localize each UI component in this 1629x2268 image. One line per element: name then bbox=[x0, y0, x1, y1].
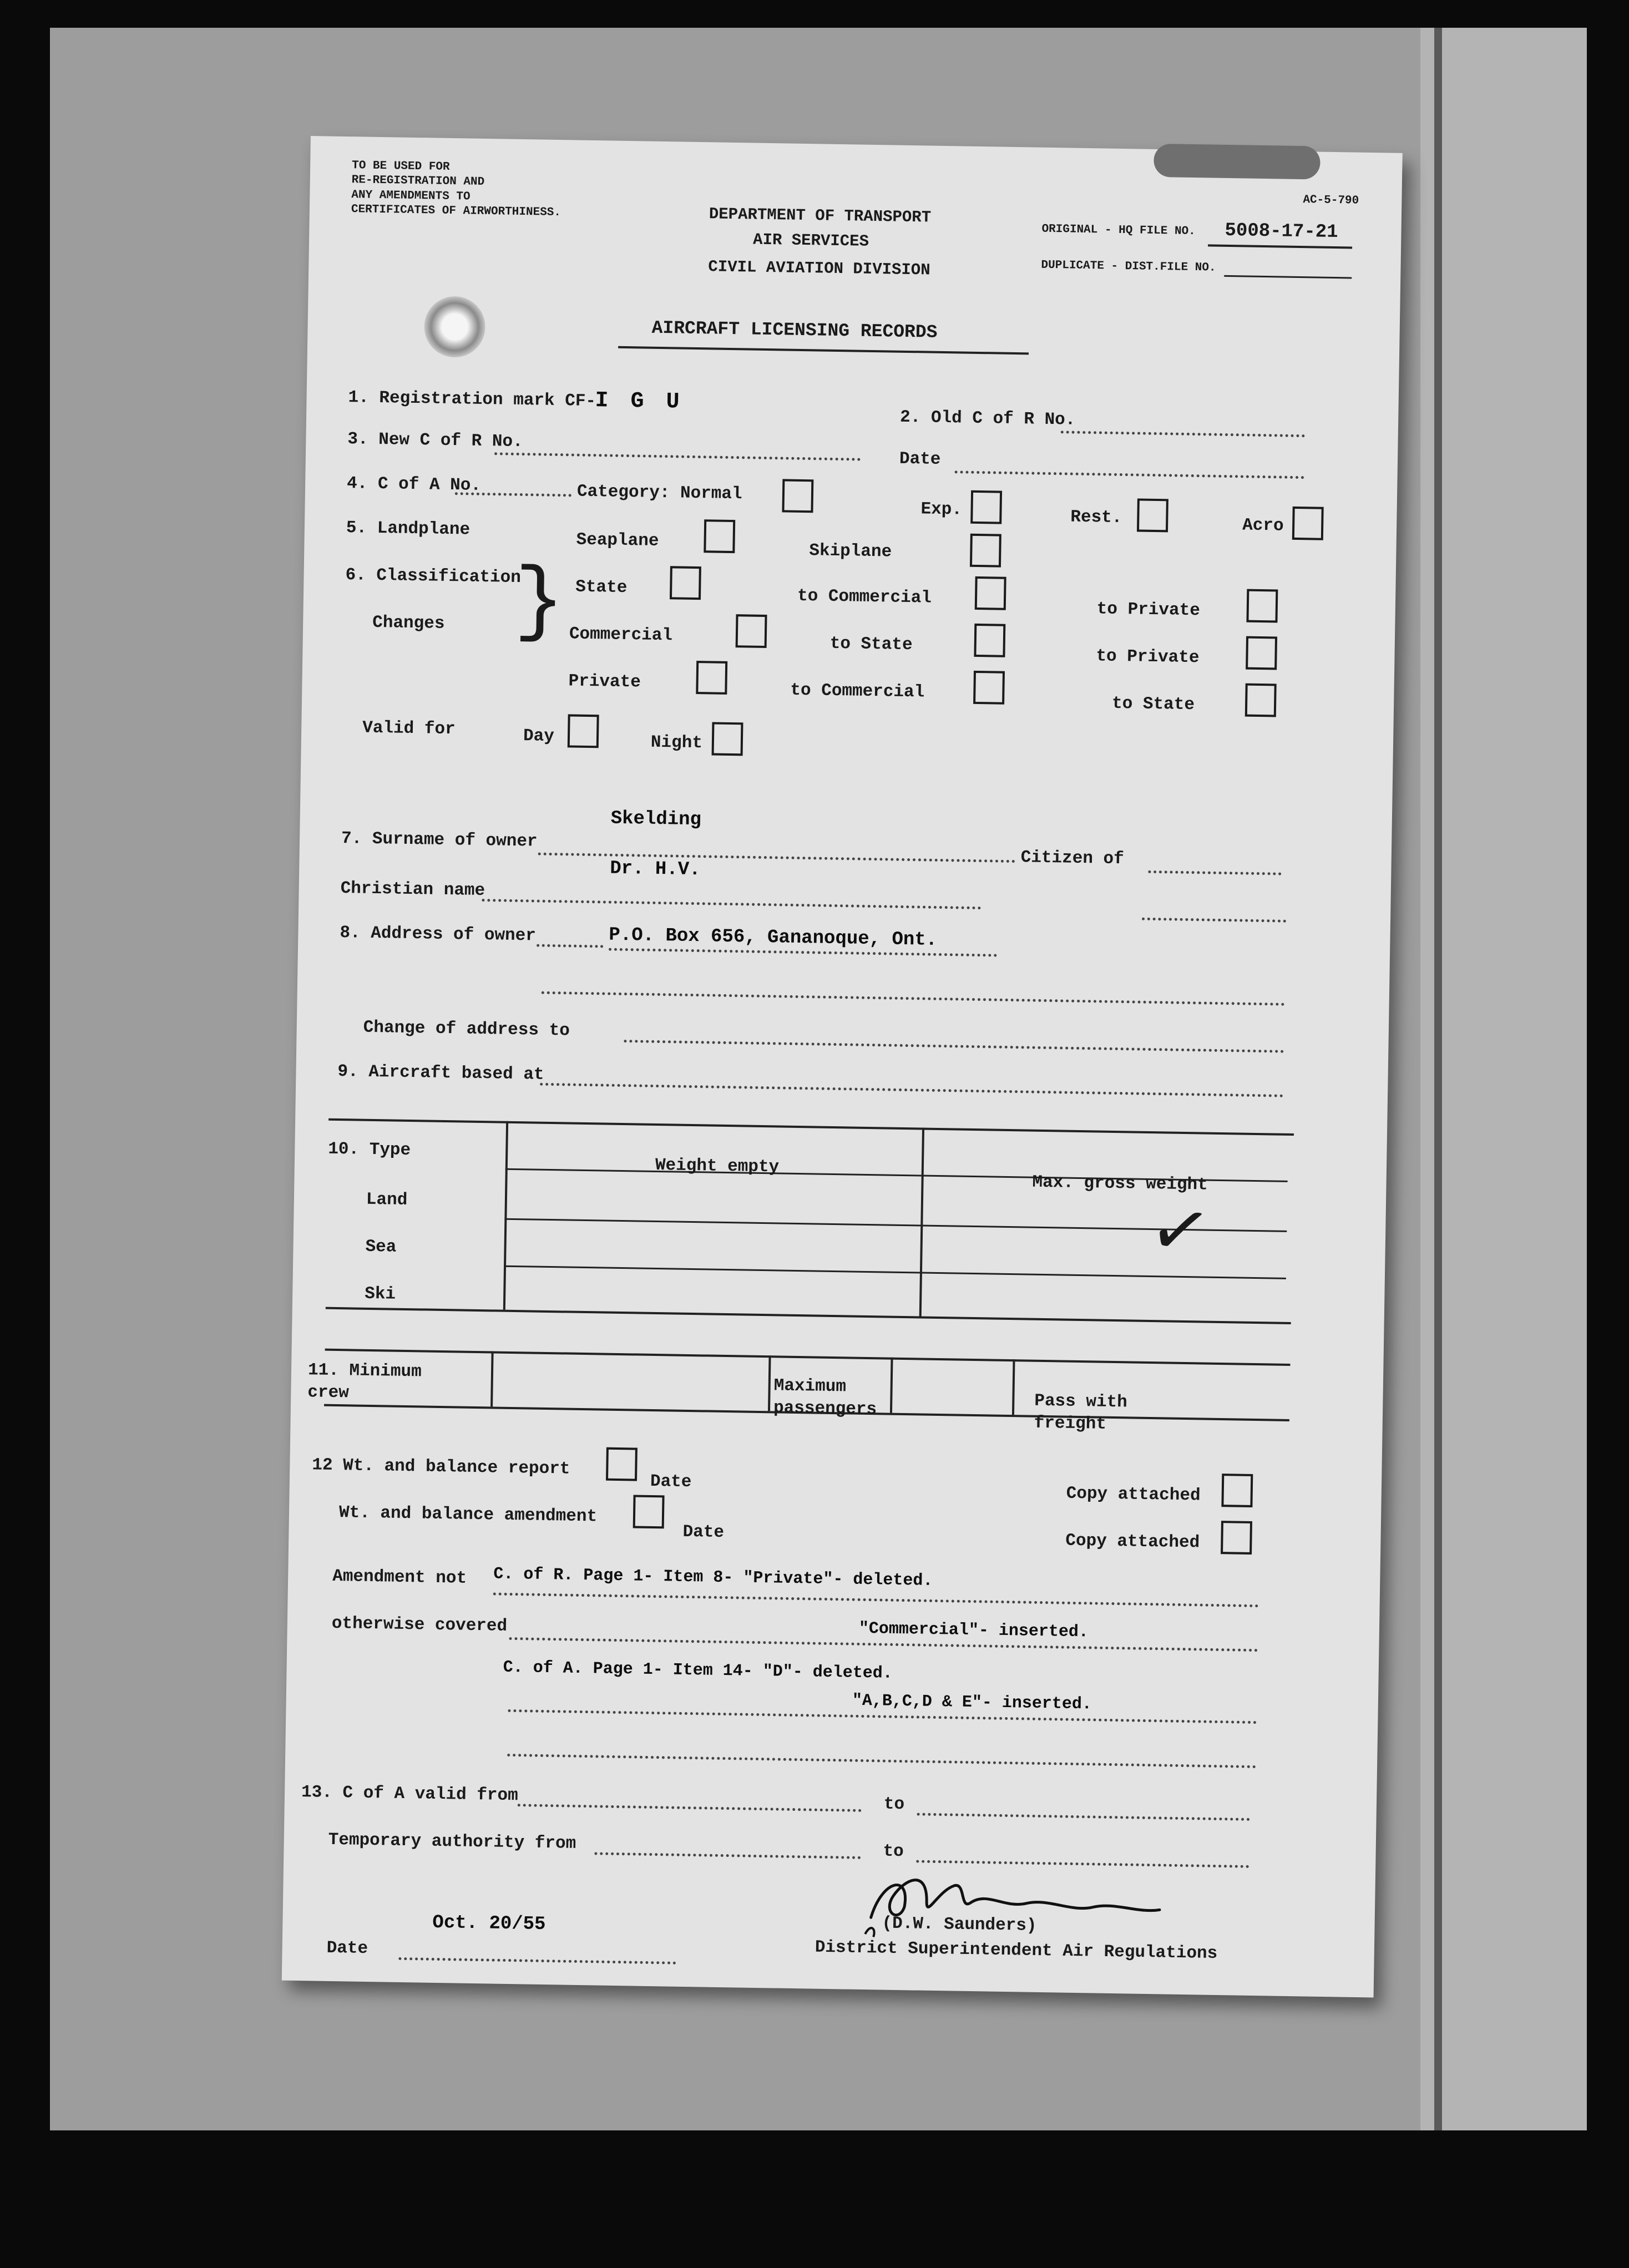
exp-checkbox[interactable] bbox=[970, 490, 1002, 524]
skiplane-checkbox[interactable] bbox=[970, 534, 1001, 568]
date-line bbox=[398, 1957, 676, 1965]
temporary-authority-to-label: to bbox=[883, 1841, 904, 1862]
address-line bbox=[609, 948, 997, 957]
dept-line-2: AIR SERVICES bbox=[752, 230, 869, 251]
landplane-label: 5. Landplane bbox=[346, 518, 471, 540]
cofa-valid-to-label: to bbox=[883, 1794, 905, 1815]
weights-col-2 bbox=[919, 1128, 924, 1317]
temporary-authority-label: Temporary authority from bbox=[328, 1830, 576, 1854]
state-to-private-checkbox[interactable] bbox=[1246, 589, 1278, 623]
crew-col-2 bbox=[768, 1355, 771, 1411]
punch-hole bbox=[424, 296, 486, 358]
crew-col-3 bbox=[890, 1358, 893, 1413]
acro-label: Acro bbox=[1242, 515, 1284, 536]
duplicate-file-label: DUPLICATE - DIST.FILE NO. bbox=[1041, 259, 1216, 275]
changes-label: Changes bbox=[372, 612, 445, 634]
temporary-authority-from-line bbox=[594, 1852, 861, 1859]
crew-table-top bbox=[325, 1349, 1291, 1366]
maximum-passengers-label: Maximum passengers bbox=[773, 1376, 877, 1420]
new-cofr-date-line bbox=[955, 470, 1304, 479]
private-label: Private bbox=[568, 671, 641, 692]
private-to-commercial-label: to Commercial bbox=[790, 680, 925, 702]
check-mark: ✓ bbox=[1145, 1183, 1212, 1285]
amendment-line-4: "A,B,C,D & E"- inserted. bbox=[852, 1691, 1092, 1714]
amendment-line-3: C. of A. Page 1- Item 14- "D"- deleted. bbox=[503, 1658, 893, 1683]
registration-label: 1. Registration mark CF- bbox=[348, 388, 596, 412]
type-row-ski: Ski bbox=[364, 1284, 396, 1304]
new-cofr-date-label: Date bbox=[899, 449, 941, 469]
type-row-sea: Sea bbox=[365, 1237, 397, 1257]
type-header: 10. Type bbox=[328, 1139, 411, 1161]
wt-balance-amendment-label: Wt. and balance amendment bbox=[338, 1503, 598, 1527]
date-value: Oct. 20/55 bbox=[432, 1912, 546, 1936]
amendment-dots-4 bbox=[507, 1754, 1256, 1768]
state-to-commercial-label: to Commercial bbox=[797, 586, 932, 608]
wt-balance-report-date-label: Date bbox=[650, 1471, 692, 1492]
corner-note: TO BE USED FOR RE-REGISTRATION AND ANY AMENDMENTS TO CERTIFICATES OF AIRWORTHINESS. bbox=[351, 159, 561, 219]
citizen-of-label: Citizen of bbox=[1020, 848, 1125, 869]
amendment-label: Amendment not bbox=[332, 1566, 467, 1588]
original-file-underline bbox=[1208, 244, 1352, 249]
christian-label: Christian name bbox=[340, 879, 485, 901]
cofa-line bbox=[455, 492, 571, 497]
amendment-dots-3 bbox=[508, 1709, 1257, 1724]
surname-value: Skelding bbox=[610, 808, 702, 831]
paper-tab-shadow bbox=[1154, 144, 1321, 180]
cofa-valid-from-label: 13. C of A valid from bbox=[301, 1783, 519, 1806]
duplicate-file-line bbox=[1224, 275, 1352, 279]
weights-col-1 bbox=[503, 1121, 508, 1310]
private-to-commercial-checkbox[interactable] bbox=[973, 671, 1005, 705]
copy-attached-checkbox-1[interactable] bbox=[1221, 1474, 1253, 1507]
change-of-address-label: Change of address to bbox=[363, 1017, 570, 1041]
normal-checkbox[interactable] bbox=[782, 479, 813, 513]
date-label: Date bbox=[326, 1938, 368, 1959]
citizen-of-line bbox=[1148, 870, 1281, 875]
rest-label: Rest. bbox=[1070, 507, 1122, 528]
crew-col-1 bbox=[490, 1351, 494, 1406]
day-label: Day bbox=[523, 726, 555, 747]
night-checkbox[interactable] bbox=[712, 722, 743, 756]
old-cofr-line bbox=[1061, 431, 1305, 437]
commercial-to-private-label: to Private bbox=[1096, 646, 1200, 668]
private-to-state-checkbox[interactable] bbox=[1245, 684, 1277, 717]
wt-balance-amendment-checkbox[interactable] bbox=[633, 1495, 665, 1528]
signer-name: (D.W. Saunders) bbox=[882, 1913, 1037, 1936]
original-file-label: ORIGINAL - HQ FILE NO. bbox=[1041, 222, 1196, 239]
state-to-commercial-checkbox[interactable] bbox=[975, 576, 1006, 610]
exp-label: Exp. bbox=[920, 499, 963, 520]
acro-checkbox[interactable] bbox=[1292, 507, 1324, 540]
night-label: Night bbox=[650, 732, 703, 753]
private-to-state-label: to State bbox=[1111, 693, 1195, 715]
wt-balance-report-checkbox[interactable] bbox=[606, 1447, 638, 1481]
state-label: State bbox=[575, 577, 628, 598]
cofa-label: 4. C of A No. bbox=[346, 474, 482, 495]
amendment-dots-1 bbox=[493, 1592, 1259, 1607]
classification-label: 6. Classification bbox=[345, 565, 522, 588]
commercial-to-state-checkbox[interactable] bbox=[974, 624, 1005, 657]
seaplane-checkbox[interactable] bbox=[704, 519, 735, 553]
christian-value: Dr. H.V. bbox=[610, 858, 701, 881]
address-label: 8. Address of owner bbox=[340, 923, 537, 946]
copy-attached-checkbox-2[interactable] bbox=[1221, 1521, 1252, 1555]
copy-attached-label-2: Copy attached bbox=[1065, 1531, 1200, 1553]
address-value: P.O. Box 656, Gananoque, Ont. bbox=[609, 924, 938, 951]
original-file-value: 5008-17-21 bbox=[1225, 220, 1338, 244]
commercial-to-state-label: to State bbox=[829, 634, 913, 655]
board-edge bbox=[1434, 28, 1442, 2130]
pass-with-freight-label: Pass with freight bbox=[1034, 1391, 1128, 1435]
rest-checkbox[interactable] bbox=[1137, 498, 1168, 532]
skiplane-label: Skiplane bbox=[809, 541, 892, 562]
day-checkbox[interactable] bbox=[568, 714, 599, 748]
amendment-line-2: "Commercial"- inserted. bbox=[858, 1619, 1089, 1642]
change-of-address-line bbox=[624, 1040, 1284, 1053]
type-row-land: Land bbox=[366, 1189, 408, 1210]
licensing-form bbox=[282, 136, 1403, 1998]
based-at-label: 9. Aircraft based at bbox=[337, 1061, 544, 1085]
wt-balance-report-label: 12 Wt. and balance report bbox=[312, 1455, 570, 1479]
form-code: AC-5-790 bbox=[1303, 194, 1359, 207]
wt-balance-amendment-date-label: Date bbox=[682, 1522, 725, 1543]
title-underline bbox=[618, 346, 1029, 355]
dept-line-1: DEPARTMENT OF TRANSPORT bbox=[709, 205, 932, 227]
address-lead-line bbox=[537, 944, 603, 948]
valid-for-label: Valid for bbox=[362, 718, 456, 740]
classification-brace: } bbox=[513, 555, 565, 651]
cofa-valid-to-line bbox=[917, 1813, 1250, 1821]
max-gross-header: Max. gross weight bbox=[1032, 1172, 1208, 1195]
state-to-private-label: to Private bbox=[1096, 599, 1201, 621]
weights-table-top bbox=[328, 1118, 1294, 1136]
minimum-crew-label: 11. Minimum crew bbox=[307, 1360, 422, 1403]
commercial-to-private-checkbox[interactable] bbox=[1246, 636, 1277, 670]
commercial-checkbox[interactable] bbox=[736, 614, 767, 648]
amendment-dots-2 bbox=[509, 1637, 1258, 1652]
state-checkbox[interactable] bbox=[670, 566, 701, 600]
new-cofr-line bbox=[494, 452, 861, 460]
cofa-valid-from-line bbox=[518, 1804, 862, 1812]
registration-value: I G U bbox=[595, 388, 684, 415]
weights-table-bottom bbox=[326, 1307, 1291, 1324]
citizen-of-line-2 bbox=[1142, 918, 1286, 923]
board-right-panel bbox=[1420, 28, 1587, 2130]
private-checkbox[interactable] bbox=[696, 661, 727, 695]
christian-line bbox=[482, 899, 981, 909]
seaplane-label: Seaplane bbox=[576, 530, 659, 551]
old-cofr-label: 2. Old C of R No. bbox=[899, 407, 1076, 430]
new-cofr-label: 3. New C of R No. bbox=[347, 429, 523, 452]
commercial-label: Commercial bbox=[569, 624, 673, 646]
category-normal-label: Category: Normal bbox=[576, 482, 742, 504]
address-line-2 bbox=[542, 991, 1285, 1006]
copy-attached-label-1: Copy attached bbox=[1066, 1484, 1201, 1506]
weight-empty-header: Weight empty bbox=[655, 1155, 780, 1177]
crew-col-4 bbox=[1012, 1359, 1015, 1415]
surname-label: 7. Surname of owner bbox=[341, 829, 538, 852]
dept-line-3: CIVIL AVIATION DIVISION bbox=[708, 257, 930, 280]
form-title: AIRCRAFT LICENSING RECORDS bbox=[651, 317, 938, 343]
based-at-line bbox=[540, 1083, 1283, 1097]
otherwise-covered-label: otherwise covered bbox=[331, 1613, 508, 1636]
amendment-line-1: C. of R. Page 1- Item 8- "Private"- deleted. bbox=[493, 1565, 933, 1591]
signer-title: District Superintendent Air Regulations bbox=[814, 1937, 1218, 1964]
